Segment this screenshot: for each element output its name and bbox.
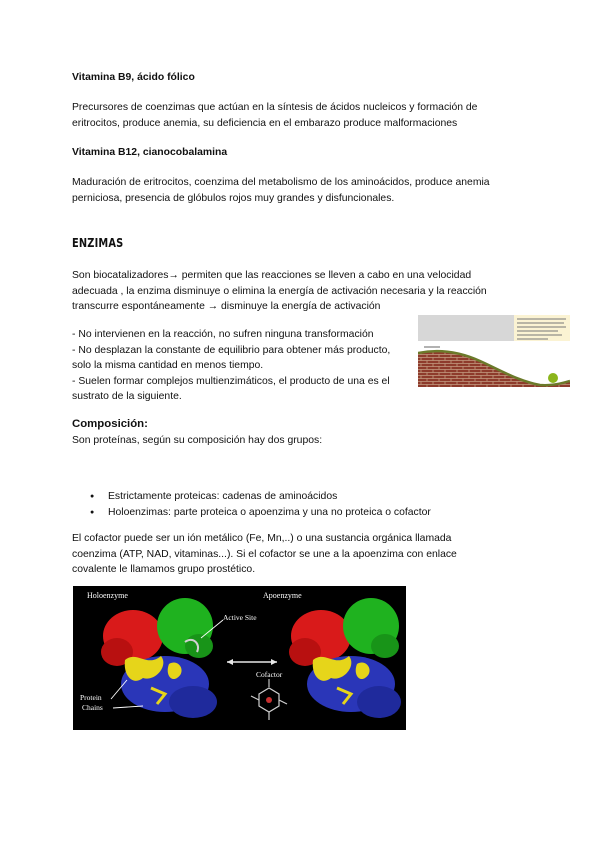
ball [548, 373, 558, 383]
composicion-intro: Son proteínas, según su composición hay dos grupos: [72, 435, 323, 446]
vitamin-b12-line-1: Maduración de eritrocitos, coenzima del metabolismo de los aminoácidos, produce anemia [72, 177, 490, 188]
composicion-heading: Composición: [72, 418, 148, 430]
vitamin-b9-line-1: Precursores de coenzimas que actúan en la síntesis de ácidos nucleicos y formación de [72, 102, 478, 113]
vitamin-b9-heading: Vitamina B9, ácido fólico [72, 72, 195, 83]
holoenzyme-figure [73, 586, 406, 730]
holoenzyme-label: Holoenzyme [87, 591, 128, 600]
enzimas-point-2: - No desplazan la constante de equilibrio para obtener más producto, [72, 345, 391, 356]
chains-label: Chains [82, 703, 103, 712]
protein-structures [73, 586, 406, 730]
cofactor-label: Cofactor [256, 670, 283, 679]
protein-label: Protein [80, 693, 102, 702]
apoenzyme-structure [289, 598, 401, 718]
enzimas-intro-line-2: adecuada , la enzima disminuye o elimina la energía de activación necesaria y la reacción [72, 286, 487, 297]
double-arrow-icon [227, 659, 277, 665]
list-item: ● Holoenzimas: parte proteica o apoenzima y una no proteica o cofactor [72, 505, 431, 521]
enzimas-point-1: - No intervienen en la reacción, no sufren ninguna transformación [72, 329, 374, 340]
list-item: ● Estrictamente proteicas: cadenas de aminoácidos [72, 489, 431, 505]
cofactor-line-3: covalente le llamamos grupo prostético. [72, 564, 256, 575]
vitamin-b9-line-2: eritrocitos, produce anemia, su deficiencia en el embarazo produce malformaciones [72, 118, 458, 129]
enzimas-heading: ENZIMAS [72, 236, 124, 250]
holoenzyme-structure [101, 598, 217, 718]
cofactor-line-1: El cofactor puede ser un ión metálico (Fe, Mn,..) o una sustancia orgánica llamada [72, 533, 452, 544]
active-site-label: Active Site [223, 613, 257, 622]
activation-energy-illustration [418, 315, 570, 387]
enzimas-point-2-cont: solo la misma cantidad en menos tiempo. [72, 360, 264, 371]
composicion-list [72, 489, 431, 520]
apoenzyme-label: Apoenzyme [263, 591, 302, 600]
vitamin-b12-line-2: perniciosa, presencia de glóbulos rojos muy grandes y disfuncionales. [72, 193, 395, 204]
enzimas-point-3-cont: sustrato de la siguiente. [72, 391, 182, 402]
cofactor-molecule [251, 688, 287, 720]
enzimas-intro-line-1: Son biocatalizadores→ permiten que las reacciones se lleven a cabo en una velocidad [72, 270, 472, 281]
vitamin-b12-heading: Vitamina B12, cianocobalamina [72, 147, 228, 158]
cofactor-line-2: coenzima (ATP, NAD, vitaminas...). Si el cofactor se une a la apoenzima con enlace [72, 549, 457, 560]
enzimas-point-3: - Suelen formar complejos multienzimáticos, el producto de una es el [72, 376, 390, 387]
enzimas-intro-line-3: transcurre espontáneamente → disminuye la energía de activación [72, 301, 381, 312]
